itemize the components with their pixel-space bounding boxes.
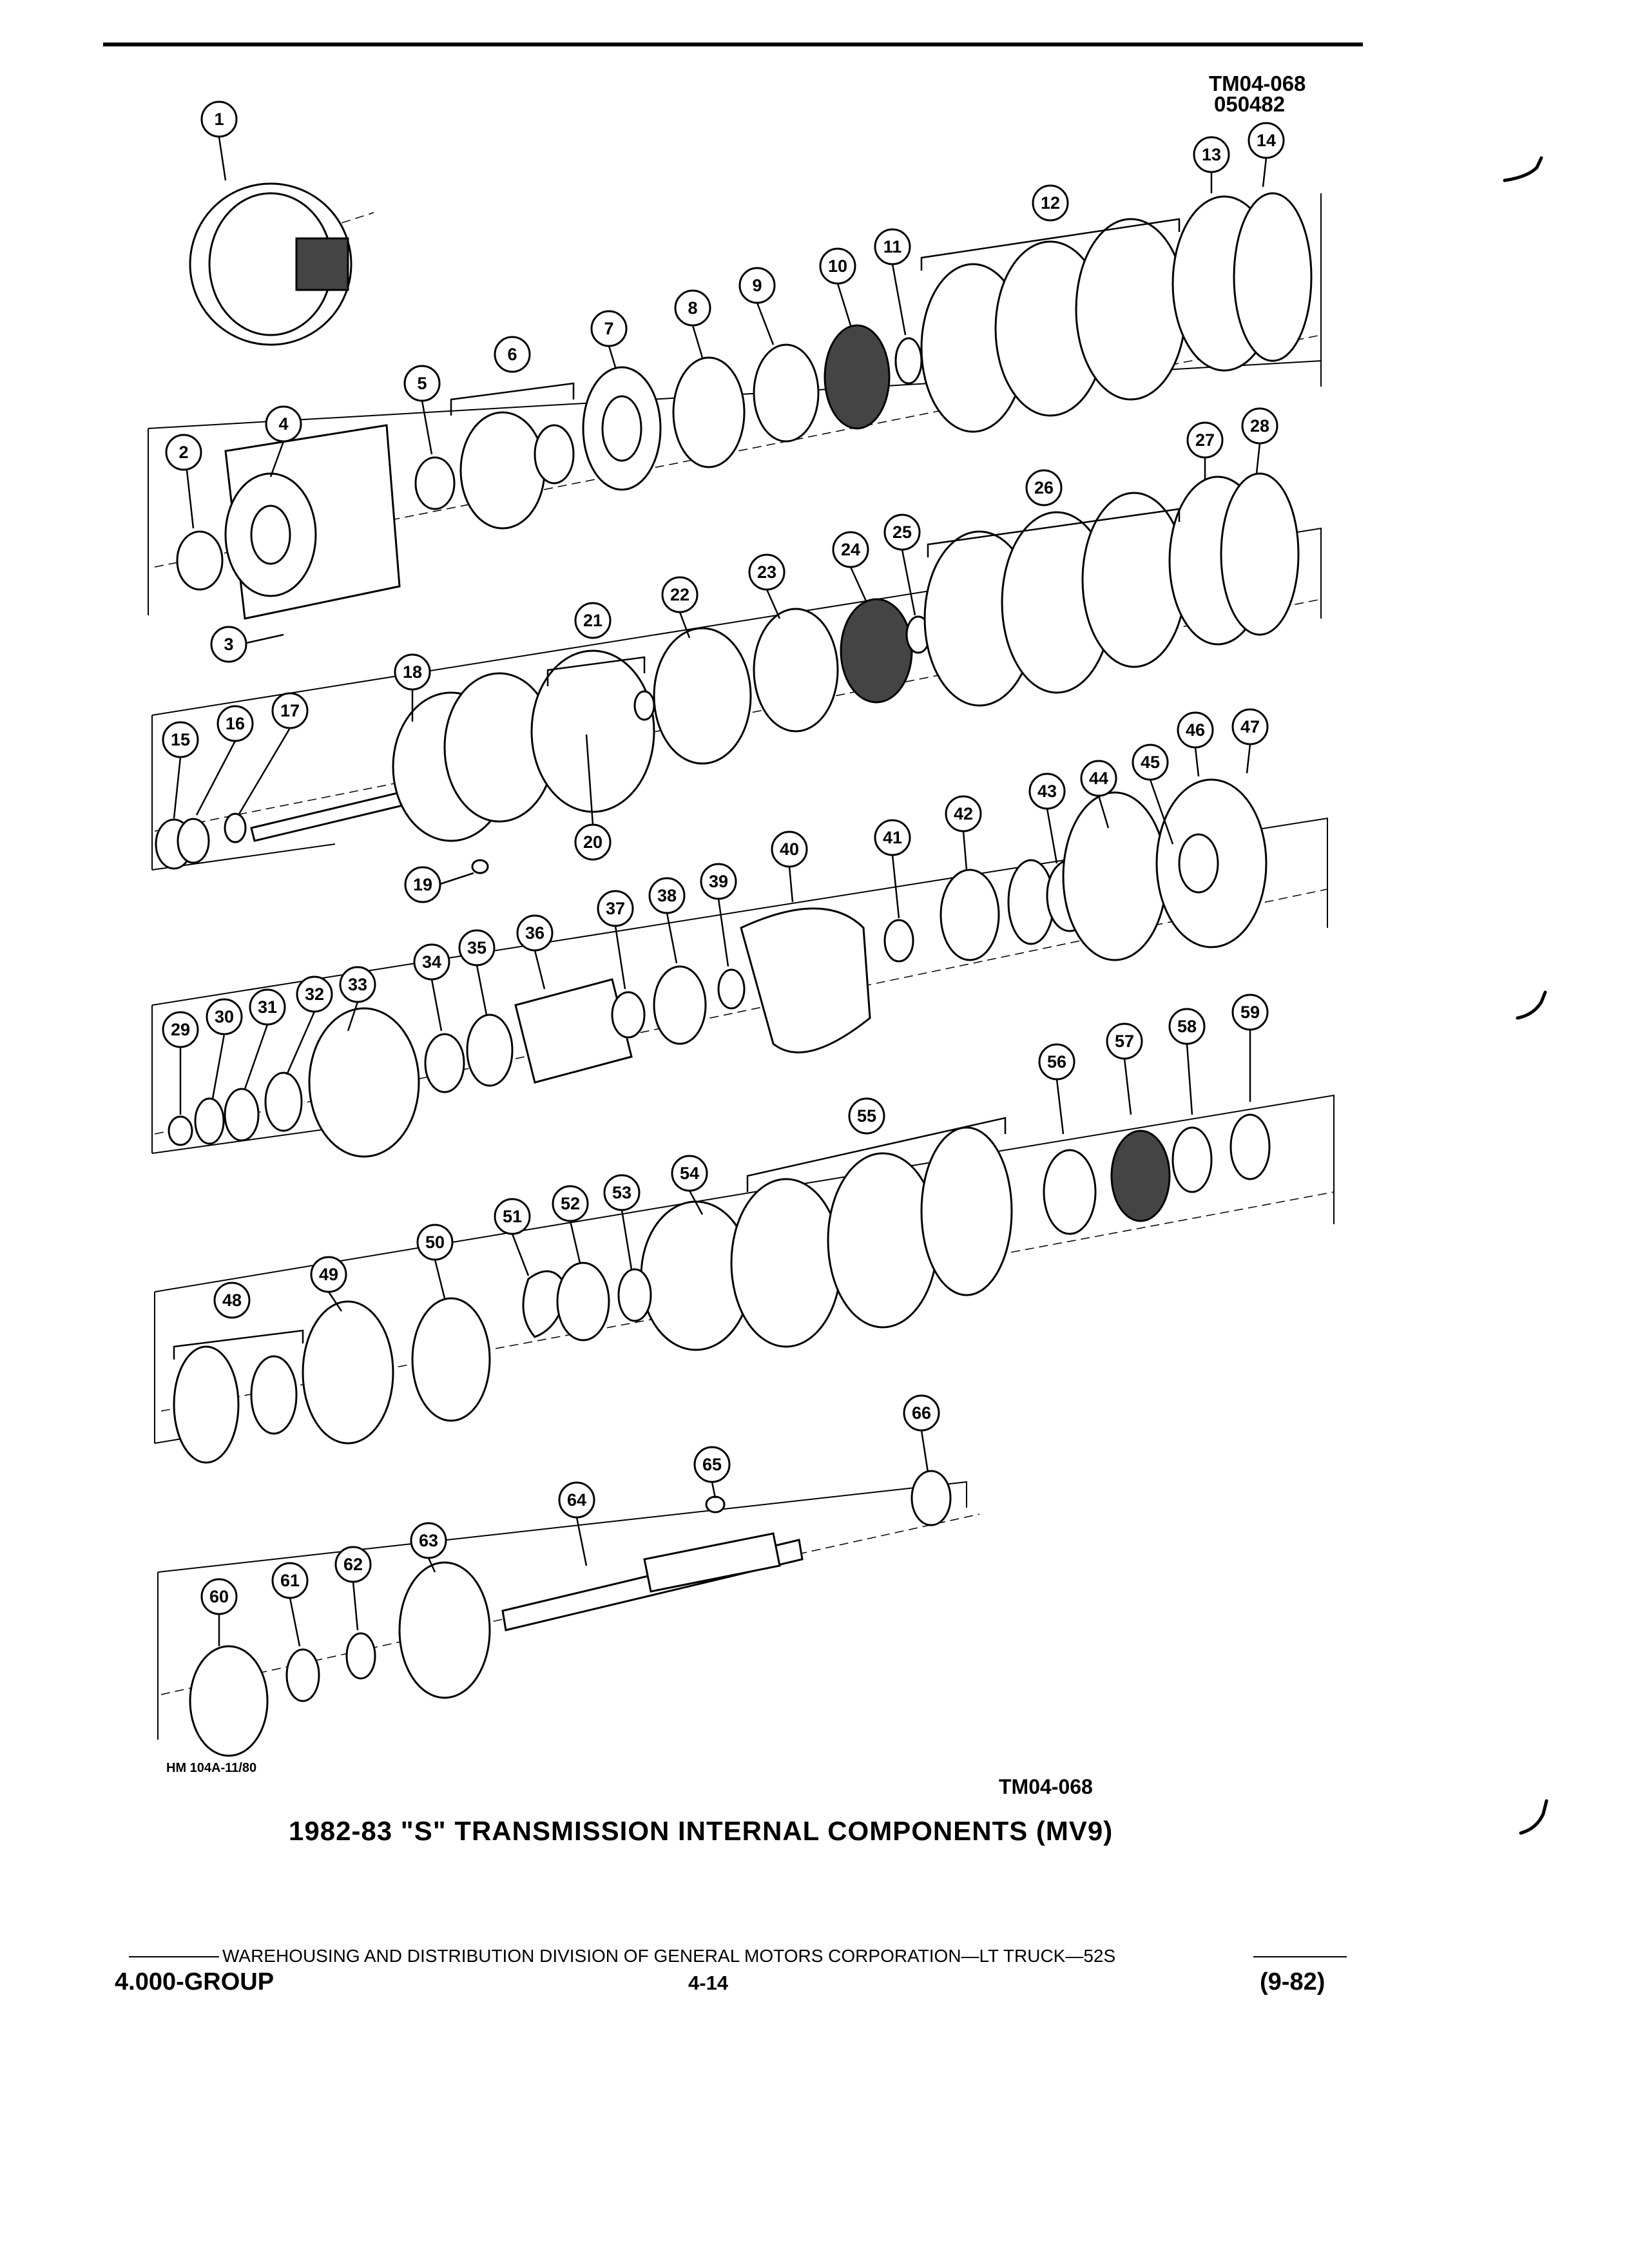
callout-27: [1188, 423, 1222, 480]
parts-row-5: [190, 1471, 1547, 1833]
svg-text:18: 18: [402, 662, 423, 682]
svg-text:54: 54: [679, 1164, 700, 1183]
svg-text:36: 36: [525, 923, 545, 943]
svg-text:38: 38: [657, 886, 677, 905]
svg-text:47: 47: [1240, 717, 1260, 736]
svg-text:23: 23: [757, 562, 777, 582]
callout-30: [207, 999, 242, 1099]
svg-text:17: 17: [280, 701, 300, 720]
callout-58: [1170, 1009, 1204, 1115]
callout-40: [772, 832, 807, 902]
svg-text:34: 34: [421, 952, 442, 972]
svg-text:22: 22: [670, 585, 690, 604]
figure-id-bottom: TM04-068: [999, 1775, 1093, 1798]
callout-50: [418, 1225, 452, 1298]
svg-text:12: 12: [1040, 193, 1061, 213]
svg-text:14: 14: [1256, 131, 1277, 150]
footer-rule-left: [129, 1956, 219, 1957]
svg-text:15: 15: [170, 730, 191, 749]
svg-text:10: 10: [827, 256, 848, 276]
svg-text:30: 30: [214, 1007, 235, 1026]
svg-text:9: 9: [752, 276, 762, 295]
svg-text:66: 66: [911, 1403, 932, 1423]
svg-text:4: 4: [278, 414, 289, 434]
callout-62: [336, 1547, 371, 1630]
svg-text:50: 50: [425, 1233, 445, 1252]
callout-57: [1107, 1024, 1142, 1115]
svg-text:6: 6: [507, 345, 517, 364]
figure-caption: 1982-83 "S" TRANSMISSION INTERNAL COMPONENTS (MV9): [289, 1816, 1113, 1846]
svg-text:11: 11: [883, 237, 902, 256]
callout-56: [1039, 1044, 1074, 1134]
callout-47: [1233, 709, 1268, 773]
callout-43: [1030, 774, 1065, 863]
callout-46: [1178, 713, 1213, 776]
callout-51: [495, 1199, 530, 1276]
svg-text:63: 63: [418, 1531, 439, 1550]
callout-21: [575, 603, 610, 638]
callout-25: [885, 515, 920, 615]
callout-8: [675, 291, 710, 358]
callout-65: [695, 1447, 729, 1498]
svg-text:62: 62: [343, 1555, 363, 1574]
callout-35: [459, 930, 494, 1015]
callout-61: [273, 1563, 307, 1646]
callout-13: [1194, 137, 1229, 193]
svg-text:43: 43: [1037, 782, 1057, 801]
svg-text:16: 16: [225, 714, 246, 733]
callout-41: [875, 820, 910, 918]
svg-text:61: 61: [280, 1571, 300, 1590]
svg-text:27: 27: [1195, 430, 1215, 450]
callout-48: [215, 1283, 249, 1318]
svg-text:49: 49: [318, 1265, 339, 1284]
footer-date: (9-82): [1260, 1968, 1325, 1995]
svg-text:64: 64: [566, 1490, 587, 1510]
callout-60: [202, 1579, 236, 1646]
footer-publisher: WAREHOUSING AND DISTRIBUTION DIVISION OF GENERAL MOTORS CORPORATION—LT TRUCK—52S: [222, 1946, 1116, 1966]
footer-rule-right: [1253, 1956, 1347, 1957]
callout-1: [202, 102, 236, 180]
callout-2: [166, 435, 201, 528]
artist-reference: HM 104A-11/80: [166, 1761, 257, 1775]
callout-28: [1242, 408, 1277, 474]
footer-page-number: 4-14: [688, 1972, 729, 1994]
callout-23: [749, 555, 784, 619]
callout-42: [946, 796, 981, 870]
svg-text:7: 7: [604, 319, 614, 338]
svg-text:8: 8: [688, 298, 698, 318]
svg-text:51: 51: [502, 1207, 523, 1226]
svg-text:40: 40: [779, 840, 800, 859]
svg-text:28: 28: [1249, 416, 1270, 436]
svg-text:53: 53: [612, 1183, 632, 1202]
svg-text:29: 29: [170, 1020, 191, 1039]
callout-6: [495, 337, 530, 372]
svg-text:35: 35: [467, 938, 487, 957]
callout-14: [1249, 123, 1284, 187]
svg-text:31: 31: [257, 997, 278, 1017]
svg-text:48: 48: [222, 1291, 242, 1310]
svg-text:13: 13: [1201, 145, 1222, 164]
svg-text:21: 21: [583, 611, 603, 630]
parts-row-3: [169, 780, 1545, 1157]
figure-code: 050482: [1214, 92, 1286, 116]
callout-53: [604, 1175, 639, 1269]
callout-37: [598, 891, 633, 989]
svg-text:55: 55: [856, 1106, 877, 1126]
svg-text:52: 52: [560, 1194, 581, 1213]
svg-text:2: 2: [178, 443, 189, 462]
callout-59: [1233, 995, 1268, 1102]
footer-group: 4.000-GROUP: [115, 1968, 275, 1995]
callout-36: [517, 916, 552, 989]
svg-text:20: 20: [583, 832, 603, 852]
callout-7: [592, 311, 626, 367]
callout-12: [1033, 186, 1068, 220]
svg-text:45: 45: [1140, 753, 1161, 772]
svg-text:26: 26: [1034, 478, 1054, 497]
svg-text:57: 57: [1114, 1032, 1135, 1051]
callout-3: [211, 627, 284, 662]
callout-55: [849, 1099, 884, 1133]
svg-text:39: 39: [708, 872, 729, 891]
callout-5: [405, 366, 439, 454]
svg-text:25: 25: [892, 523, 912, 542]
svg-text:46: 46: [1185, 720, 1206, 740]
svg-text:41: 41: [882, 828, 903, 847]
callout-9: [740, 268, 775, 345]
callout-29: [163, 1012, 198, 1115]
svg-text:58: 58: [1177, 1017, 1197, 1036]
svg-text:56: 56: [1046, 1052, 1067, 1072]
callout-66: [904, 1396, 939, 1472]
callout-15: [163, 722, 198, 818]
svg-text:44: 44: [1088, 769, 1109, 788]
svg-text:5: 5: [417, 374, 427, 393]
svg-text:33: 33: [347, 975, 368, 994]
svg-text:60: 60: [209, 1587, 229, 1606]
svg-text:3: 3: [224, 635, 234, 654]
callout-11: [875, 229, 910, 335]
svg-text:1: 1: [214, 110, 224, 129]
figure-id: TM04-068: [1209, 72, 1306, 95]
svg-text:42: 42: [953, 804, 974, 823]
callout-16: [197, 706, 253, 815]
svg-text:37: 37: [605, 899, 626, 918]
callout-10: [820, 249, 855, 325]
svg-text:24: 24: [840, 540, 861, 559]
callout-26: [1027, 470, 1061, 505]
callout-19: [405, 867, 474, 902]
svg-text:19: 19: [412, 875, 433, 894]
callout-34: [414, 945, 449, 1031]
svg-text:32: 32: [304, 985, 325, 1004]
svg-text:59: 59: [1240, 1003, 1260, 1022]
callout-24: [833, 532, 868, 602]
svg-text:65: 65: [702, 1455, 722, 1474]
